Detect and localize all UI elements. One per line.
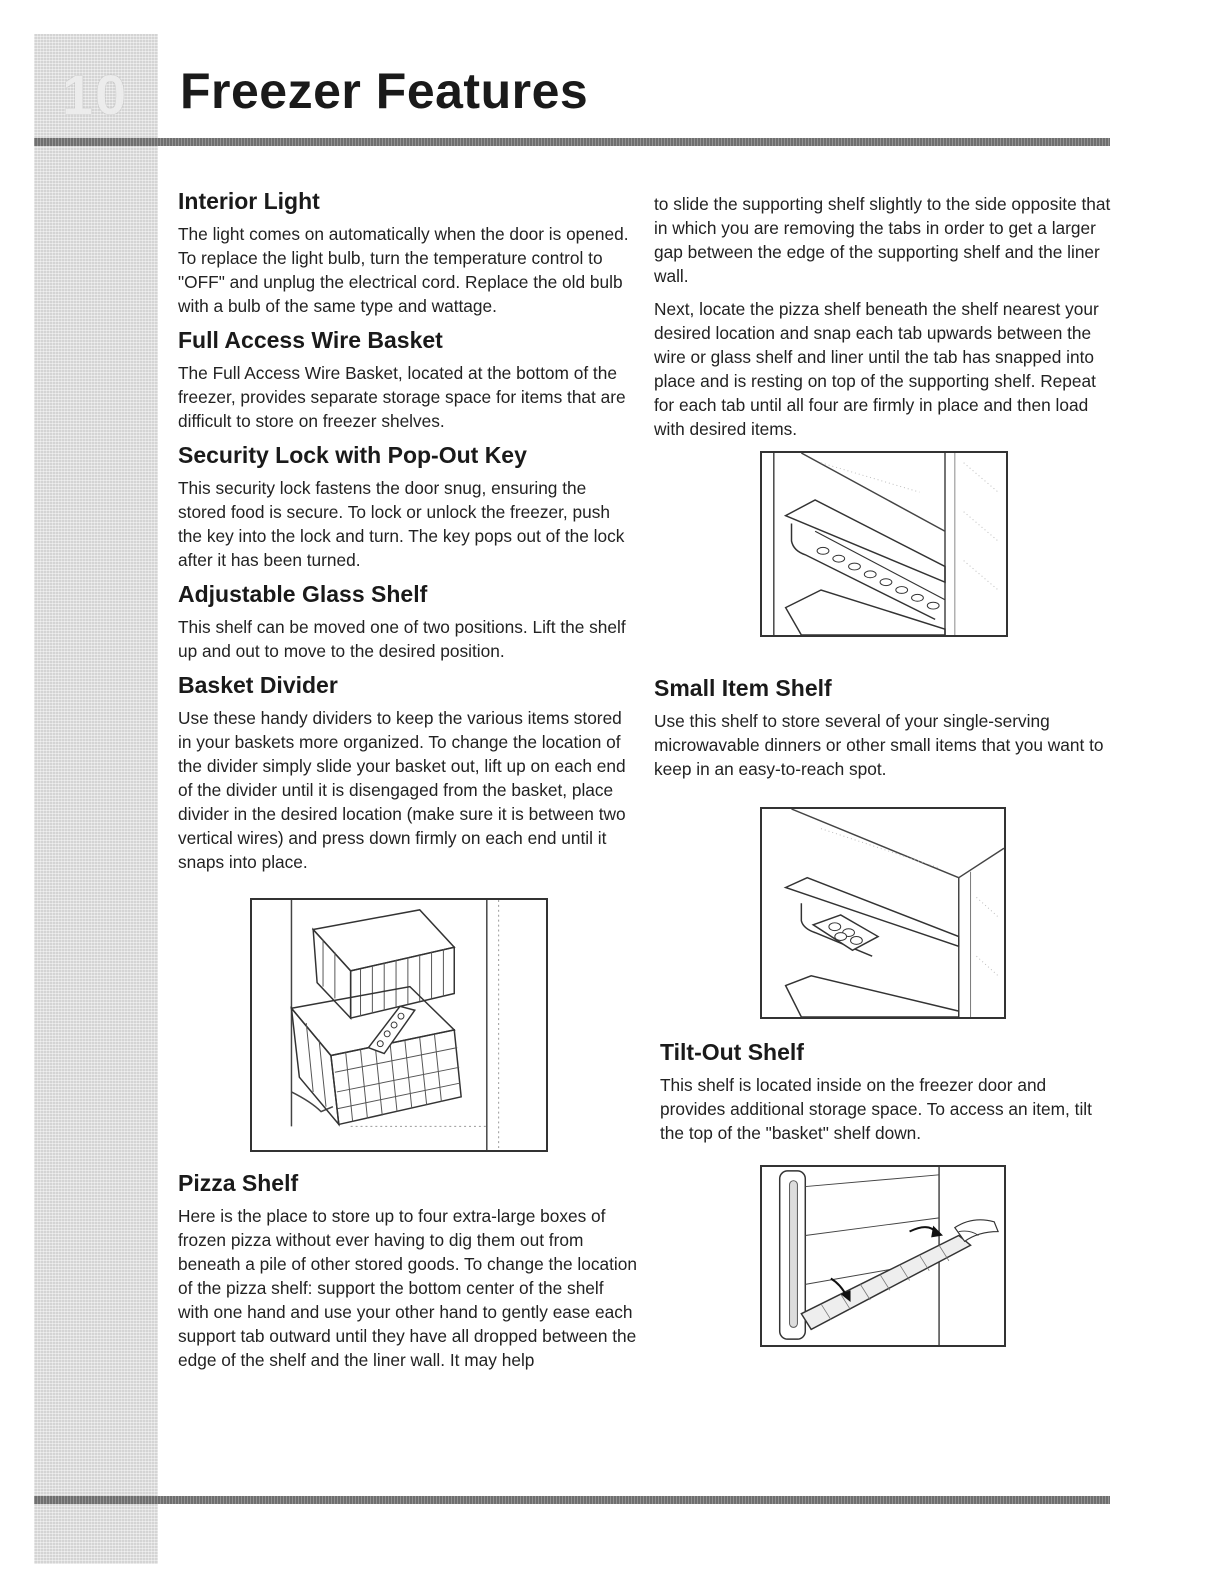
text-pizza-shelf: Here is the place to store up to four extra-large boxes of frozen pizza without ever having to dig them out from beneath a pile of other stored goods. To change the location of the pizza shelf: support the bottom center of the shelf with one hand and use your other hand to gently ease each support tab outward until they have all dropped between the edge of the shelf and the liner wall. It may help [178, 1206, 637, 1370]
text-tilt-out-shelf: This shelf is located inside on the freezer door and provides additional storage space. To access an item, tilt the top of the "basket" shelf down. [660, 1075, 1092, 1143]
heading-interior-light: Interior Light [178, 188, 320, 214]
heading-tilt-out-shelf: Tilt-Out Shelf [660, 1039, 804, 1065]
basket-divider-illustration [250, 898, 548, 1152]
section-full-access-basket [178, 327, 638, 433]
sidebar-stripe [34, 34, 158, 1564]
text-pizza-shelf-continued: to slide the supporting shelf slightly to the side opposite that in which you are removing the tabs in order to get a larger gap between the edge of the supporting shelf and the liner wall. [654, 194, 1111, 286]
pizza-shelf-illustration [760, 451, 1008, 637]
text-basket-divider: Use these handy dividers to keep the various items stored in your baskets more organized. To change the location of the divider simply slide your basket out, lift up on each end of the divider until it is disengaged from the basket, place divider in the desired location (make sure it is between two vertical wires) and press down firmly on each end until it snaps into place. [178, 708, 626, 872]
heading-full-access-basket: Full Access Wire Basket [178, 327, 443, 353]
section-interior-light [178, 188, 638, 318]
header-rule [34, 138, 1110, 146]
section-basket-divider [178, 672, 638, 874]
text-full-access-basket: The Full Access Wire Basket, located at the bottom of the freezer, provides separate storage space for items that are difficult to store on freezer shelves. [178, 363, 626, 431]
text-adjustable-shelf: This shelf can be moved one of two positions. Lift the shelf up and out to move to the desired position. [178, 617, 626, 661]
text-interior-light: The light comes on automatically when the door is opened. To replace the light bulb, turn the temperature control to "OFF" and unplug the electrical cord. Replace the old bulb with a bulb of the same type and wattage. [178, 224, 629, 316]
left-column [178, 188, 638, 1381]
heading-basket-divider: Basket Divider [178, 672, 338, 698]
heading-pizza-shelf: Pizza Shelf [178, 1170, 299, 1196]
heading-adjustable-shelf: Adjustable Glass Shelf [178, 581, 428, 607]
right-column [654, 192, 1114, 1347]
footer-rule [34, 1496, 1110, 1504]
text-small-item-shelf: Use this shelf to store several of your single-serving microwavable dinners or other small items that you want to keep in an easy-to-reach spot. [654, 711, 1104, 779]
heading-small-item-shelf: Small Item Shelf [654, 675, 832, 701]
section-tilt-out-shelf [660, 1039, 1114, 1145]
page-title: Freezer Features [180, 63, 589, 119]
text-pizza-shelf-next: Next, locate the pizza shelf beneath the shelf nearest your desired location and snap each tab upwards between the wire or glass shelf and liner until the tab has snapped into place and is resting on top of the supporting shelf. Repeat for each tab until all four are firmly in place and then load with desired items. [654, 299, 1099, 439]
heading-security-lock: Security Lock with Pop-Out Key [178, 442, 527, 468]
section-small-item-shelf [654, 675, 1114, 781]
page-number: 10 [61, 63, 129, 126]
section-security-lock [178, 442, 638, 572]
tilt-out-shelf-illustration [760, 1165, 1006, 1347]
section-adjustable-shelf [178, 581, 638, 663]
text-security-lock: This security lock fastens the door snug, ensuring the stored food is secure. To lock or unlock the freezer, push the key into the lock and turn. The key pops out of the lock after it has been turned. [178, 478, 625, 570]
small-item-shelf-illustration [760, 807, 1006, 1019]
section-pizza-shelf [178, 1170, 638, 1372]
